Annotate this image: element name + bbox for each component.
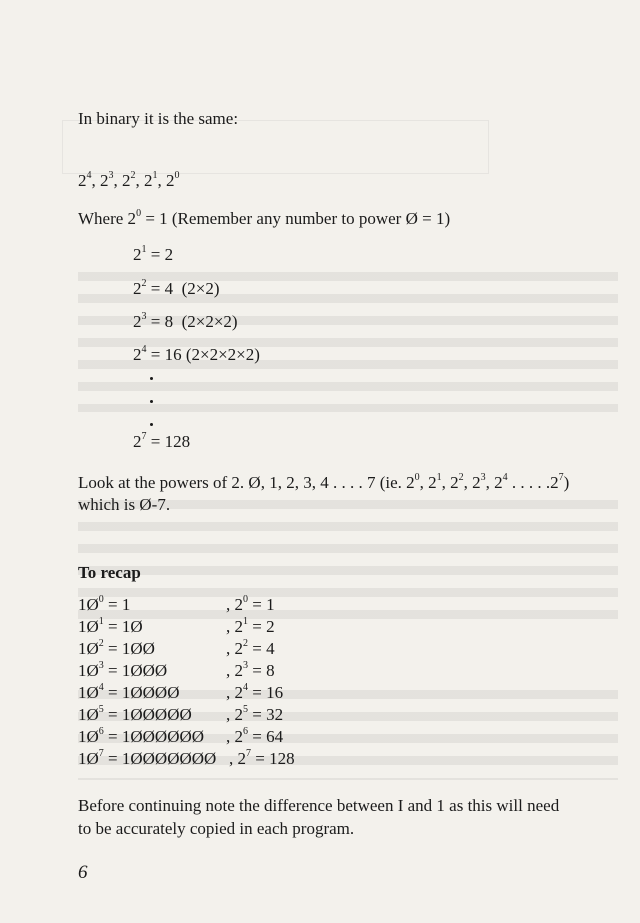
powers-list: $2^4$, $2^3$, $2^2$, $2^1$, $2^0$ [78,170,180,190]
ellipsis-dot [150,400,153,403]
show-through-text [78,500,618,620]
look-line-2: which is Ø-7. [78,495,171,514]
equation-row: $2^2 = 4$ (2×2) [133,278,220,298]
intro-text: In binary it is the same: [78,109,239,128]
equation-row: $2^1 = 2$ [133,244,174,264]
closing-line-1: Before continuing note the difference between I and 1 as this will need [78,796,560,815]
equation-row: $2^7 = 128$ [133,431,191,451]
where-line: Where $2^0 = 1$ (Remember any number to power Ø = 1) [78,208,451,228]
look-line: Look at the powers of 2. Ø, 1, 2, 3, 4 . . . . 7 (ie. $2^0$, $2^1$, $2^2$, $2^3$, $2^4$ . . . . $.2^7$) [78,472,570,492]
page-number: 6 [78,862,88,883]
equation-row: $2^3 = 8$ (2×2×2) [133,311,238,331]
book-page: In binary it is the same: $2^4$, $2^3$, $2^2$, $2^1$, $2^0$ Where $2^0 = 1$ (Remember any number to power Ø = 1) $2^1 = 2$ $2^2 = 4$ (2×2) $2^3 = 8$ (2×2×2) $2^4 = 16$ (2×2×2×2) $2^7 = 128$ Look at the powers of 2. Ø, 1, 2, 3, 4 . . . . 7 (ie. $2^0$, $2^1$, $2^2$, $2^3$, $2^4$ . . . . $.2^7$) which is Ø-7. To recap $1Ø^0 = 1$ , $2^0 = 1$ $1Ø^1$ = 1Ø , $2^1 = 2$ $1Ø^2$ = 1ØØ , $2^2 = 4$ $1Ø^3$ = 1ØØØ , $2^3 = 8$ $1Ø^4$ = 1ØØØØ , $2^4 = 16$ $1Ø^5$ = 1ØØØØØ , $2^5 = 32$ $1Ø^6$ = 1ØØØØØØ , $2^6 = 64$ $1Ø^7$ = 1ØØØØØØØ , $2^7 = 128$ Before continuing note the difference between I and 1 as this will need to be accurately copied in each program. 6 [0,0,640,923]
closing-line-2: to be accurately copied in each program. [78,819,355,838]
equation-row: $2^4 = 16$ (2×2×2×2) [133,344,260,364]
show-through-table [62,120,489,174]
ellipsis-dot [150,423,153,426]
recap-heading: To recap [78,563,141,582]
ellipsis-dot [150,377,153,380]
